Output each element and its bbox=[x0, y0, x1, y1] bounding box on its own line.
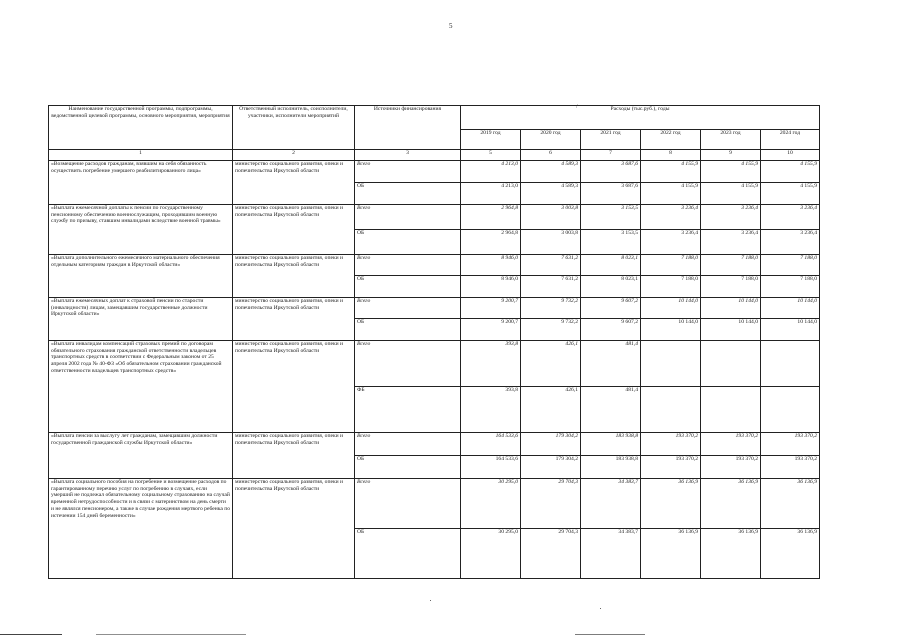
header-year: 2022 год bbox=[641, 130, 701, 150]
column-number: 3 bbox=[355, 150, 461, 161]
header-expenses: Расходы (тыс.руб.), годы bbox=[461, 106, 820, 130]
column-number: 5 bbox=[461, 150, 521, 161]
source-value: 7 188,0 bbox=[701, 276, 761, 298]
total-value: 10 144,0 bbox=[641, 298, 701, 319]
table-row bbox=[49, 255, 820, 276]
program-name: «Выплата пенсии за выслугу лет гражданам, замещавшим должности государственной гражданской службы Иркутской области» bbox=[49, 433, 233, 479]
source-value: 10 144,0 bbox=[761, 319, 820, 341]
header-year: 2019 год bbox=[461, 130, 521, 150]
source-label: Всего bbox=[355, 205, 461, 230]
source-value: 426,1 bbox=[521, 387, 581, 433]
source-label: ОБ bbox=[355, 319, 461, 341]
table-row bbox=[49, 341, 820, 387]
executor-name: министерство социального развития, опеки и попечительства Иркутской области bbox=[233, 341, 355, 433]
source-label: Всего bbox=[355, 161, 461, 183]
total-value: 3 236,4 bbox=[701, 205, 761, 230]
pen-tick-mark: / bbox=[576, 104, 578, 110]
source-label: ОБ bbox=[355, 230, 461, 255]
scan-artifact-line bbox=[0, 634, 62, 635]
source-label: Всего bbox=[355, 341, 461, 387]
source-value: 9 200,7 bbox=[461, 319, 521, 341]
scan-speck bbox=[600, 608, 601, 609]
source-value: 3 003,8 bbox=[521, 230, 581, 255]
header-year: 2020 год bbox=[521, 130, 581, 150]
total-value: 193 370,2 bbox=[701, 433, 761, 456]
source-label: ОБ bbox=[355, 529, 461, 579]
source-value: 30 295,0 bbox=[461, 529, 521, 579]
header-year: 2021 год bbox=[581, 130, 641, 150]
source-value bbox=[701, 387, 761, 433]
source-value: 393,8 bbox=[461, 387, 521, 433]
source-value: 7 188,0 bbox=[761, 276, 820, 298]
program-name: «Выплата социального пособия на погребение и возмещение расходов по гарантированному перечню услуг по погребению в случаях, если умерший не подлежал обязательному социальному страхованию на случай временной нетрудоспособности и в связи с материнством на день смерти и не являлся пенсионером, а также в случае рождения мертвого ребенка по истечении 154 дней беременности» bbox=[49, 479, 233, 579]
executor-name: министерство социального развития, опеки и попечительства Иркутской области bbox=[233, 205, 355, 255]
source-value: 36 136,9 bbox=[641, 529, 701, 579]
source-value: 4 213,0 bbox=[461, 183, 521, 205]
source-value: 164 533,6 bbox=[461, 456, 521, 479]
total-value: 9 732,2 bbox=[521, 298, 581, 319]
total-value: 179 304,2 bbox=[521, 433, 581, 456]
total-value bbox=[701, 341, 761, 387]
source-value: 193 370,2 bbox=[641, 456, 701, 479]
total-value: 426,1 bbox=[521, 341, 581, 387]
source-value: 29 704,3 bbox=[521, 529, 581, 579]
total-value bbox=[641, 341, 701, 387]
header-name: Наименование государственной программы, подпрограммы, ведомственной целевой программы, основного мероприятия, мероприятия bbox=[49, 106, 233, 150]
total-value: 34 383,7 bbox=[581, 479, 641, 529]
source-value bbox=[761, 387, 820, 433]
column-number: 8 bbox=[641, 150, 701, 161]
column-number: 7 bbox=[581, 150, 641, 161]
scan-artifact-line bbox=[96, 634, 246, 635]
header-year: 2024 год bbox=[761, 130, 820, 150]
scan-speck bbox=[430, 600, 431, 601]
program-name: «Выплата инвалидам компенсаций страховых премий по договорам обязательного страхования гражданской ответственности владельцев транспортных средств в соответствии с Федеральным законом от 25 апреля 2002 года № 40-ФЗ «Об обязательном страховании гражданской ответственности владельцев транспортных средств» bbox=[49, 341, 233, 433]
source-value: 183 938,8 bbox=[581, 456, 641, 479]
total-value: 9 607,2 bbox=[581, 298, 641, 319]
executor-name: министерство социального развития, опеки и попечительства Иркутской области bbox=[233, 479, 355, 579]
source-value: 193 370,2 bbox=[701, 456, 761, 479]
total-value: 10 144,0 bbox=[701, 298, 761, 319]
total-value: 3 236,4 bbox=[761, 205, 820, 230]
total-value: 4 589,3 bbox=[521, 161, 581, 183]
source-label: ОБ bbox=[355, 276, 461, 298]
source-value: 3 236,4 bbox=[701, 230, 761, 255]
source-value: 4 155,9 bbox=[641, 183, 701, 205]
total-value: 7 188,0 bbox=[641, 255, 701, 276]
source-value: 9 607,2 bbox=[581, 319, 641, 341]
total-value: 193 370,2 bbox=[761, 433, 820, 456]
source-value: 2 964,8 bbox=[461, 230, 521, 255]
executor-name: министерство социального развития, опеки и попечительства Иркутской области bbox=[233, 255, 355, 298]
source-value: 481,4 bbox=[581, 387, 641, 433]
source-value: 4 589,3 bbox=[521, 183, 581, 205]
source-value: 34 383,7 bbox=[581, 529, 641, 579]
total-value: 3 236,4 bbox=[641, 205, 701, 230]
source-value: 8 946,0 bbox=[461, 276, 521, 298]
total-value: 4 155,9 bbox=[641, 161, 701, 183]
total-value: 36 136,9 bbox=[761, 479, 820, 529]
total-value: 193 370,2 bbox=[641, 433, 701, 456]
program-name: «Возмещение расходов гражданам, взявшим на себя обязанность осуществить погребение умершего реабилитированного лица» bbox=[49, 161, 233, 205]
total-value: 393,8 bbox=[461, 341, 521, 387]
source-value: 8 023,1 bbox=[581, 276, 641, 298]
source-value: 3 153,5 bbox=[581, 230, 641, 255]
source-value: 7 631,2 bbox=[521, 276, 581, 298]
table-row bbox=[49, 161, 820, 183]
source-value bbox=[641, 387, 701, 433]
source-label: ФБ bbox=[355, 387, 461, 433]
total-value: 36 136,9 bbox=[641, 479, 701, 529]
budget-table bbox=[48, 105, 820, 579]
total-value: 7 631,2 bbox=[521, 255, 581, 276]
table-row bbox=[49, 433, 820, 456]
total-value: 29 704,3 bbox=[521, 479, 581, 529]
source-value: 10 144,0 bbox=[701, 319, 761, 341]
table-row bbox=[49, 298, 820, 319]
column-number: 6 bbox=[521, 150, 581, 161]
scan-artifact-line bbox=[575, 634, 645, 635]
total-value: 36 136,9 bbox=[701, 479, 761, 529]
source-label: Всего bbox=[355, 479, 461, 529]
column-number: 10 bbox=[761, 150, 820, 161]
total-value: 9 200,7 bbox=[461, 298, 521, 319]
table-row bbox=[49, 205, 820, 230]
total-value: 3 003,8 bbox=[521, 205, 581, 230]
executor-name: министерство социального развития, опеки и попечительства Иркутской области bbox=[233, 433, 355, 479]
source-value: 36 136,9 bbox=[701, 529, 761, 579]
total-value: 183 938,8 bbox=[581, 433, 641, 456]
total-value: 3 687,6 bbox=[581, 161, 641, 183]
total-value: 2 964,8 bbox=[461, 205, 521, 230]
source-value: 193 370,2 bbox=[761, 456, 820, 479]
total-value: 10 144,0 bbox=[761, 298, 820, 319]
source-label: Всего bbox=[355, 255, 461, 276]
program-name: «Выплата ежемесячных доплат к страховой пенсии по старости (инвалидности) лицам, замещавшим государственные должности Иркутской области» bbox=[49, 298, 233, 341]
source-label: Всего bbox=[355, 298, 461, 319]
total-value: 4 213,0 bbox=[461, 161, 521, 183]
source-value: 9 732,2 bbox=[521, 319, 581, 341]
table-row bbox=[49, 479, 820, 529]
program-name: «Выплата ежемесячной доплаты к пенсии по государственному пенсионному обеспечению военнослужащим, проходившим военную службу по призыву, ставшим инвалидами вследствие военной травмы» bbox=[49, 205, 233, 255]
source-label: Всего bbox=[355, 433, 461, 456]
source-value: 7 188,0 bbox=[641, 276, 701, 298]
total-value: 8 023,1 bbox=[581, 255, 641, 276]
source-value: 4 155,9 bbox=[761, 183, 820, 205]
column-number: 1 bbox=[49, 150, 233, 161]
source-value: 10 144,0 bbox=[641, 319, 701, 341]
page-number: 5 bbox=[449, 22, 453, 30]
source-value: 4 155,9 bbox=[701, 183, 761, 205]
total-value: 164 533,6 bbox=[461, 433, 521, 456]
source-value: 3 236,4 bbox=[641, 230, 701, 255]
source-value: 3 236,4 bbox=[761, 230, 820, 255]
source-label: ОБ bbox=[355, 183, 461, 205]
column-number: 9 bbox=[701, 150, 761, 161]
source-value: 36 136,9 bbox=[761, 529, 820, 579]
header-source: Источники финансирования bbox=[355, 106, 461, 150]
header-executor: Ответственный исполнитель, соисполнители, участники, исполнители мероприятий bbox=[233, 106, 355, 150]
header-year: 2023 год bbox=[701, 130, 761, 150]
total-value: 7 188,0 bbox=[761, 255, 820, 276]
total-value: 4 155,9 bbox=[701, 161, 761, 183]
executor-name: министерство социального развития, опеки и попечительства Иркутской области bbox=[233, 298, 355, 341]
executor-name: министерство социального развития, опеки и попечительства Иркутской области bbox=[233, 161, 355, 205]
total-value: 8 946,0 bbox=[461, 255, 521, 276]
total-value: 30 295,0 bbox=[461, 479, 521, 529]
source-value: 3 687,6 bbox=[581, 183, 641, 205]
total-value: 4 155,9 bbox=[761, 161, 820, 183]
total-value: 481,4 bbox=[581, 341, 641, 387]
total-value: 7 188,0 bbox=[701, 255, 761, 276]
total-value bbox=[761, 341, 820, 387]
source-label: ОБ bbox=[355, 456, 461, 479]
column-number-row bbox=[49, 150, 820, 161]
total-value: 3 153,5 bbox=[581, 205, 641, 230]
column-number: 2 bbox=[233, 150, 355, 161]
source-value: 179 304,2 bbox=[521, 456, 581, 479]
program-name: «Выплата дополнительного ежемесячного материального обеспечения отдельным категориям граждан в Иркутской области» bbox=[49, 255, 233, 298]
